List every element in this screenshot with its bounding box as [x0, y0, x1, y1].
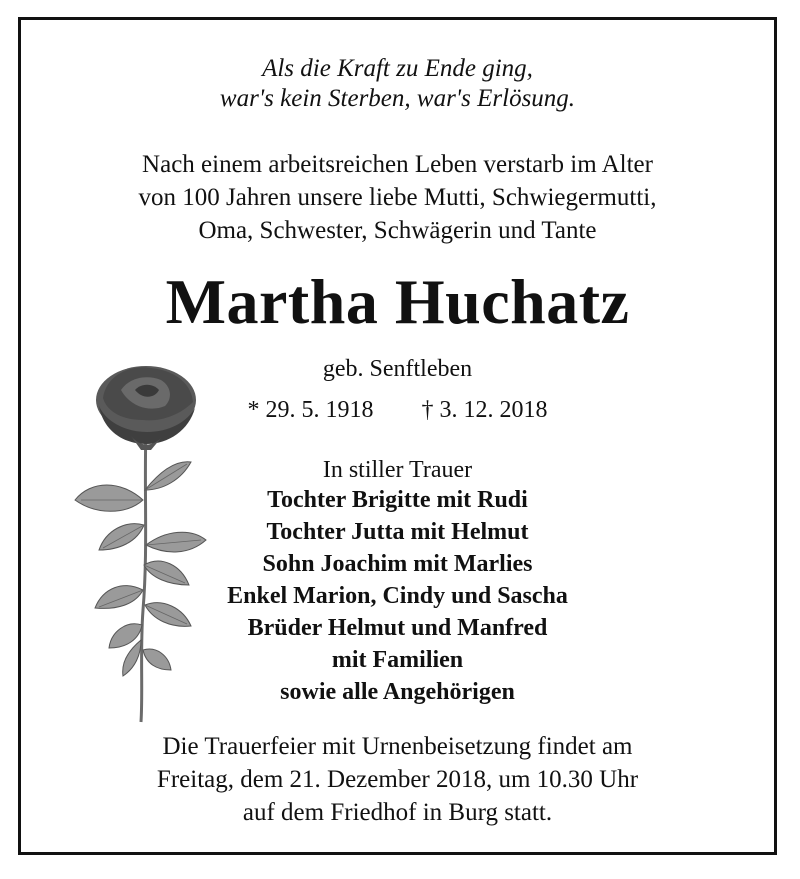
closing-line-1: Die Trauerfeier mit Urnenbeisetzung findet am [162, 733, 633, 760]
birth-name: geb. Senftleben [322, 356, 473, 382]
closing-line-2: Freitag, dem 21. Dezember 2018, um 10.30 Uhr [156, 766, 639, 793]
death-date: † 3. 12. 2018 [421, 397, 548, 423]
mourner-line: Tochter Jutta mit Helmut [266, 519, 529, 545]
mourner-line: Tochter Brigitte mit Rudi [267, 487, 528, 513]
motto-line-2: war's kein Sterben, war's Erlösung. [219, 85, 576, 112]
closing-line-3: auf dem Friedhof in Burg statt. [242, 799, 553, 826]
mourner-line: Brüder Helmut und Manfred [247, 615, 548, 641]
mourner-line: Sohn Joachim mit Marlies [262, 551, 533, 577]
mourner-line: mit Familien [331, 647, 464, 673]
intro-line-2: von 100 Jahren unsere liebe Mutti, Schwiegermutti, [138, 184, 657, 211]
birth-date: * 29. 5. 1918 [247, 397, 374, 423]
mourning-heading: In stiller Trauer [322, 457, 473, 483]
deceased-name: Martha Huchatz [165, 266, 630, 337]
intro-line-1: Nach einem arbeitsreichen Leben verstarb im Alter [142, 151, 653, 178]
mourner-line: Enkel Marion, Cindy und Sascha [227, 583, 568, 609]
mourner-line: sowie alle Angehörigen [280, 679, 515, 705]
obituary-notice [18, 17, 777, 855]
intro-line-3: Oma, Schwester, Schwägerin und Tante [198, 217, 597, 244]
motto-line-1: Als die Kraft zu Ende ging, [262, 55, 533, 82]
rose-illustration [51, 350, 241, 740]
